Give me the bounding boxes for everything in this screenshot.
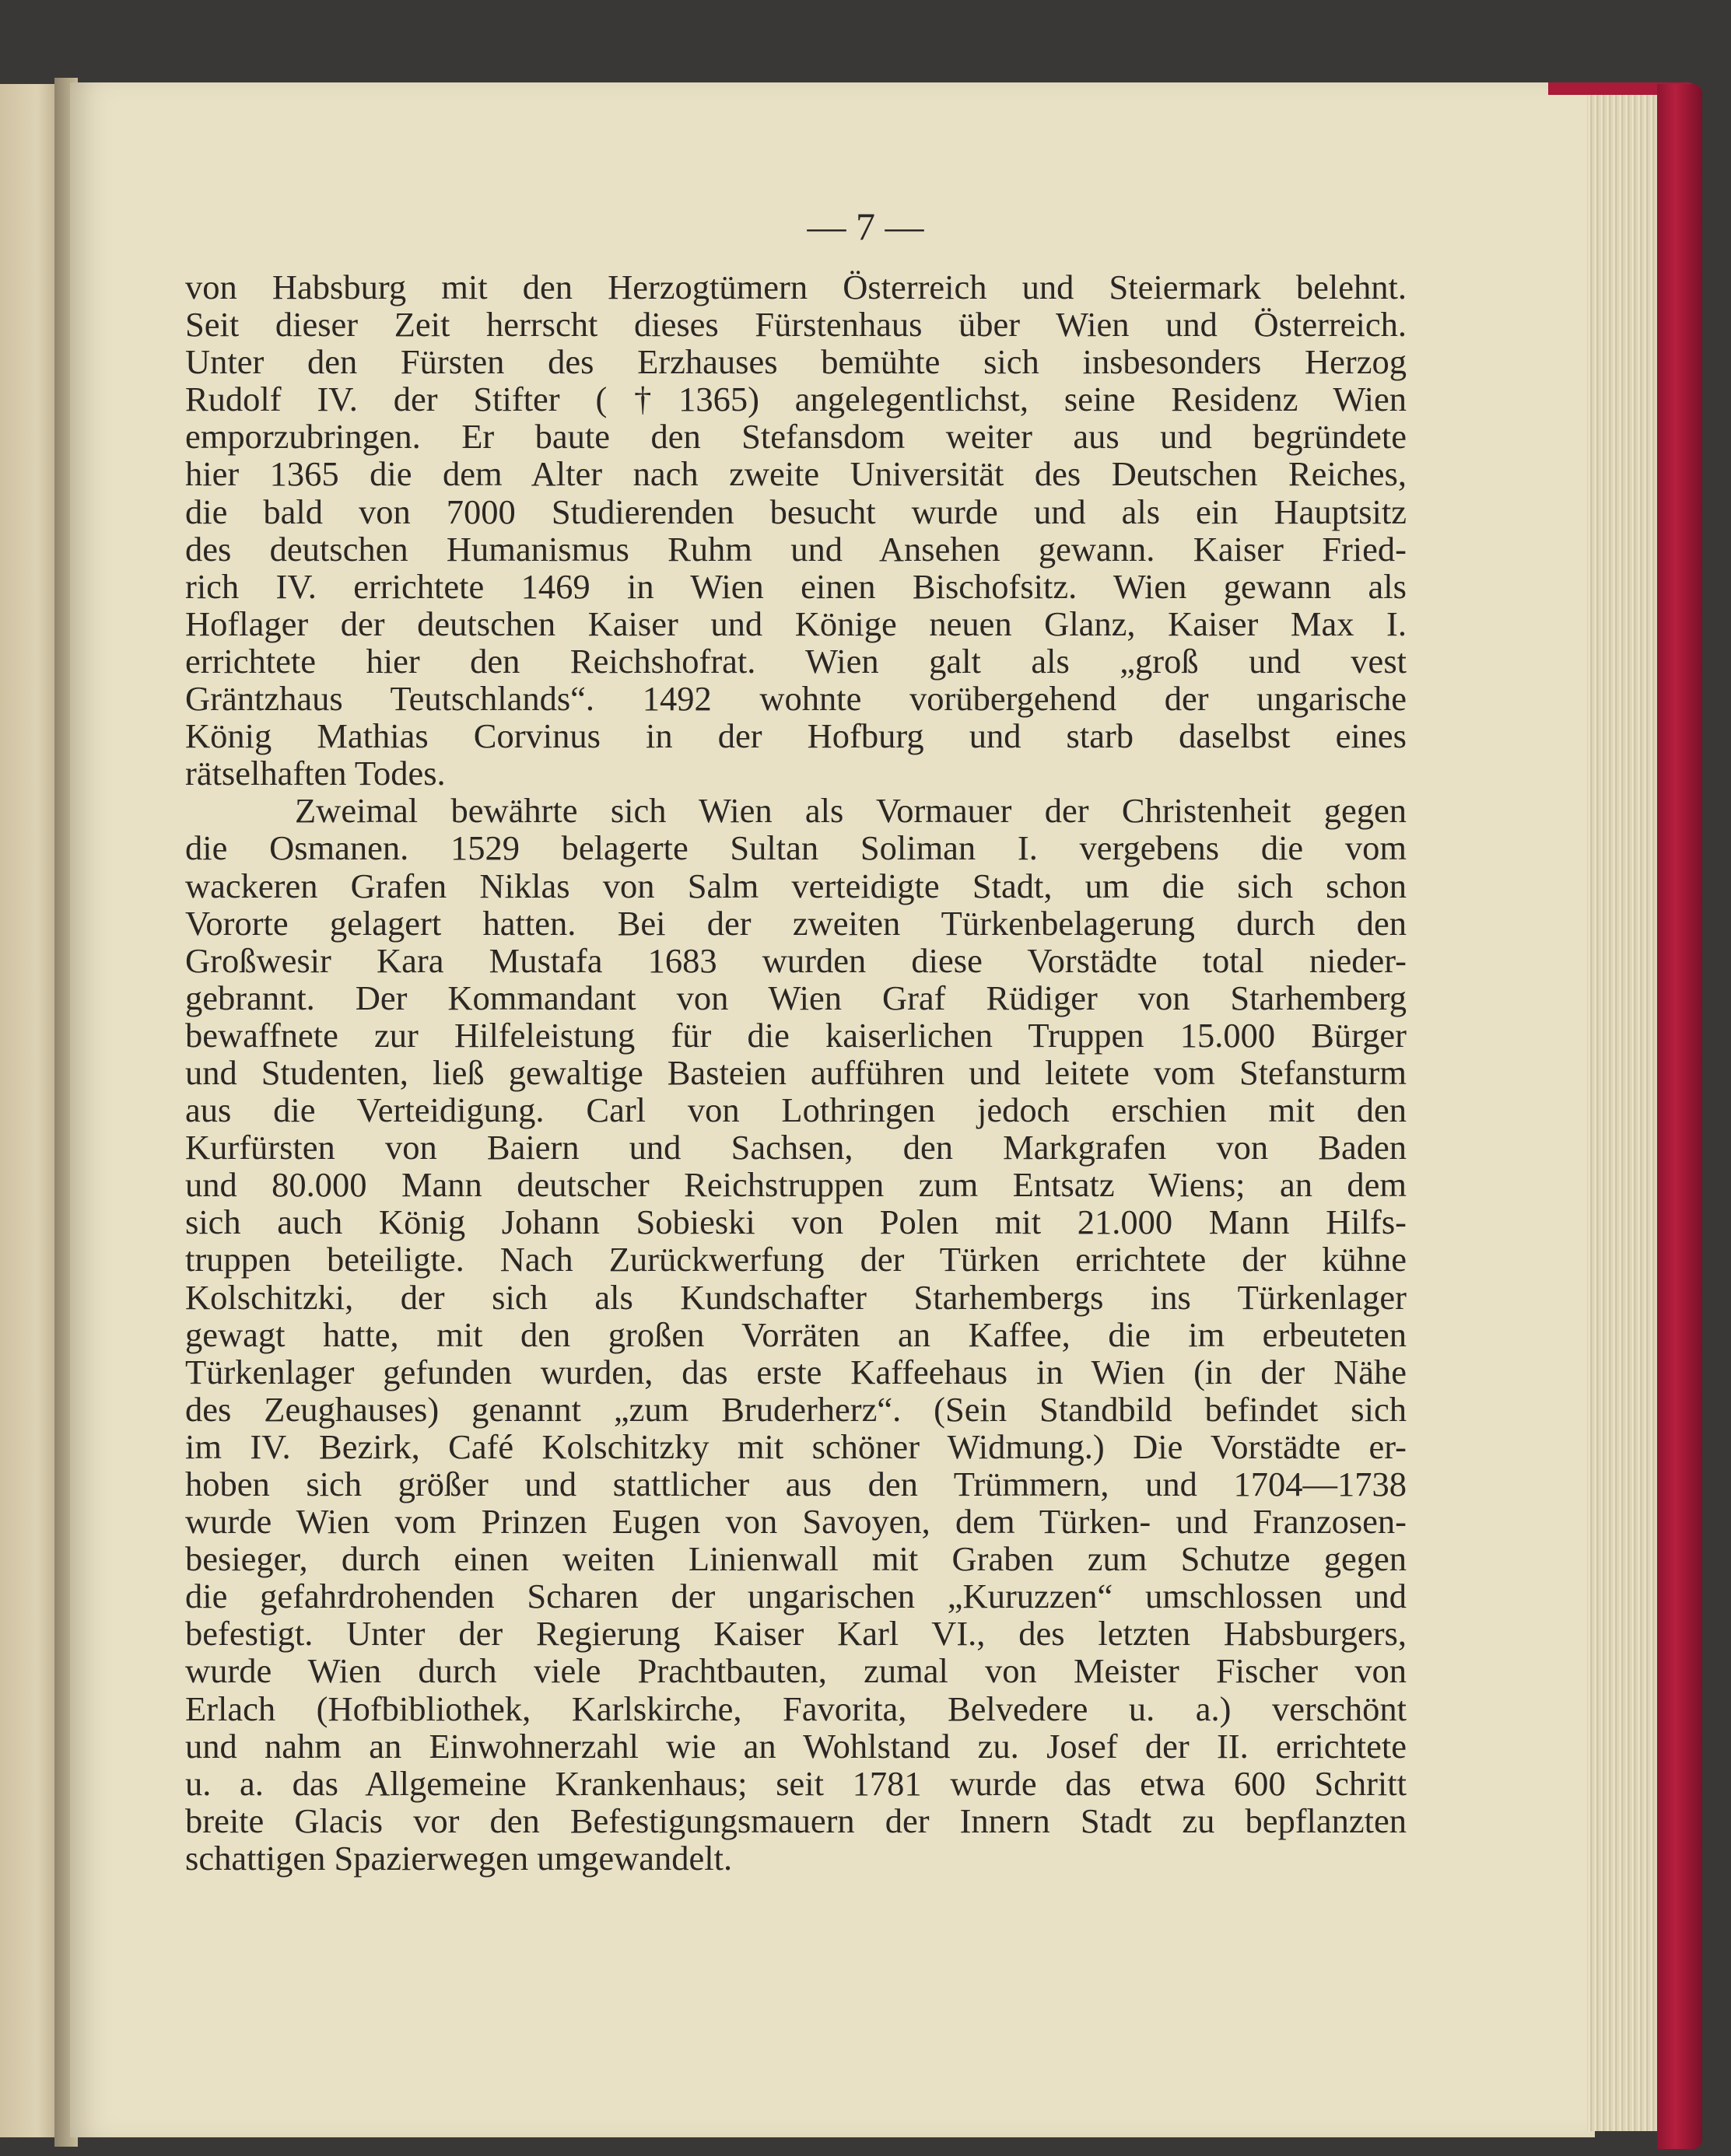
text-line: des deutschen Humanismus Ruhm und Ansehen gewann. Kaiser Fried- [185,529,1407,569]
text-line: die bald von 7000 Studierenden besucht wurde und als ein Hauptsitz [185,492,1407,531]
text-line: die Osmanen. 1529 belagerte Sultan Soliman I. vergebens die vom [185,828,1407,868]
text-line: Seit dieser Zeit herrscht dieses Fürstenhaus über Wien und Österreich. [185,305,1407,345]
text-line: wurde Wien vom Prinzen Eugen von Savoyen, dem Türken- und Franzosen- [185,1502,1407,1542]
text-line: von Habsburg mit den Herzogtümern Österreich und Steiermark belehnt. [185,268,1407,306]
text-line: Gräntzhaus Teutschlands“. 1492 wohnte vorübergehend der ungarische [185,679,1407,719]
text-line: die gefahrdrohenden Scharen der ungarischen „Kuruzzen“ umschlossen und [185,1577,1407,1616]
text-line: des Zeughauses) genannt „zum Bruderherz“. (Sein Standbild befindet sich [185,1389,1407,1429]
text-line: rätselhaften Todes. [185,754,446,793]
text-line: Zweimal bewährte sich Wien als Vormauer der Christenheit gegen [295,791,1407,831]
text-line: gewagt hatte, mit den großen Vorräten an Kaffee, die im erbeuteten [185,1314,1407,1354]
text-line: emporzubringen. Er baute den Stefansdom weiter aus und begründete [185,417,1407,457]
text-line: hier 1365 die dem Alter nach zweite Universität des Deutschen Reiches, [185,454,1407,494]
body-text [185,268,1407,1877]
text-line: Kolschitzki, der sich als Kundschafter Starhembergs ins Türkenlager [185,1277,1407,1317]
page-number: — 7 — [807,205,924,248]
text-line: hoben sich größer und stattlicher aus den Trümmern, und 1704—1738 [185,1465,1407,1503]
text-line: wackeren Grafen Niklas von Salm verteidigte Stadt, um die sich schon [185,866,1407,905]
text-line: sich auch König Johann Sobieski von Polen mit 21.000 Mann Hilfs- [185,1202,1407,1242]
text-line: Vororte gelagert hatten. Bei der zweiten Türkenbelagerung durch den [185,903,1407,943]
text-line: Unter den Fürsten des Erzhauses bemühte sich insbesonders Herzog [185,342,1407,382]
text-line: errichtete hier den Reichshofrat. Wien galt als „groß und vest [185,641,1407,681]
text-line: breite Glacis vor den Befestigungsmauern der Innern Stadt zu bepflanzten [185,1801,1407,1840]
book-cover-spine [1657,84,1702,2149]
text-line: Rudolf IV. der Stifter (†1365) angelegentlichst, seine Residenz Wien [185,380,1407,419]
text-line: Kurfürsten von Baiern und Sachsen, den Markgrafen von Baden [185,1128,1407,1167]
text-line: truppen beteiligte. Nach Zurückwerfung der Türken errichtete der kühne [185,1240,1407,1279]
page-stack-edge [1587,93,1665,2131]
text-line: und Studenten, ließ gewaltige Basteien aufführen und leitete vom Stefansturm [185,1052,1407,1092]
text-line: schattigen Spazierwegen umgewandelt. [185,1838,733,1878]
text-line: Großwesir Kara Mustafa 1683 wurden diese Vorstädte total nieder- [185,940,1407,980]
text-line: aus die Verteidigung. Carl von Lothringen jedoch erschien mit den [185,1090,1407,1130]
text-line: rich IV. errichtete 1469 in Wien einen Bischofsitz. Wien gewann als [185,566,1407,606]
text-line: bewaffnete zur Hilfeleistung für die kaiserlichen Truppen 15.000 Bürger [185,1015,1407,1055]
text-line: u. a. das Allgemeine Krankenhaus; seit 1781 wurde das etwa 600 Schritt [185,1763,1407,1803]
text-line: im IV. Bezirk, Café Kolschitzky mit schöner Widmung.) Die Vorstädte er- [185,1426,1407,1466]
text-line: wurde Wien durch viele Prachtbauten, zumal von Meister Fischer von [185,1651,1407,1691]
text-line: Erlach (Hofbibliothek, Karlskirche, Favorita, Belvedere u. a.) verschönt [185,1689,1407,1728]
text-line: König Mathias Corvinus in der Hofburg und starb daselbst eines [185,716,1407,756]
text-line: Türkenlager gefunden wurden, das erste Kaffeehaus in Wien (in der Nähe [185,1352,1407,1391]
text-line: gebrannt. Der Kommandant von Wien Graf Rüdiger von Starhemberg [185,978,1407,1017]
text-line: und 80.000 Mann deutscher Reichstruppen zum Entsatz Wiens; an dem [185,1165,1407,1205]
text-line: befestigt. Unter der Regierung Kaiser Karl VI., des letzten Habsburgers, [185,1614,1407,1654]
text-line: Hoflager der deutschen Kaiser und Könige neuen Glanz, Kaiser Max I. [185,604,1407,643]
text-line: und nahm an Einwohnerzahl wie an Wohlstand zu. Josef der II. errichtete [185,1726,1407,1766]
left-page-edge [0,84,62,2137]
text-line: besieger, durch einen weiten Linienwall mit Graben zum Schutze gegen [185,1539,1407,1579]
